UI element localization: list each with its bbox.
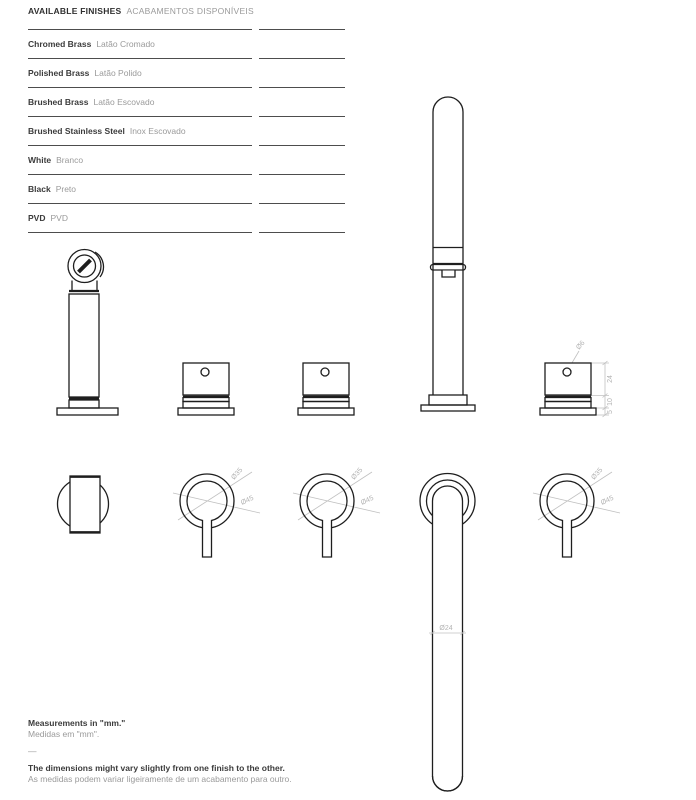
finish-row-polished-brass <box>28 59 252 88</box>
finish-row-spacer <box>259 30 345 59</box>
dimensions-note-en: The dimensions might vary slightly from one finish to the other. <box>28 763 285 773</box>
finish-row-spacer <box>259 146 345 175</box>
dim-label-outer-diameter: Ø45 <box>599 494 615 507</box>
dim-label-outer-diameter: Ø45 <box>239 494 255 507</box>
drawing-handle-side-view-2 <box>296 360 358 418</box>
finish-row-spacer <box>259 175 345 204</box>
footer-divider: — <box>28 746 37 756</box>
finish-row-pvd <box>28 204 252 233</box>
drawing-handle-top-view-1 <box>172 462 292 562</box>
finish-name-pt: Inox Escovado <box>129 126 186 136</box>
dim-label-outer-diameter: Ø45 <box>359 494 375 507</box>
dim-label-pin-diameter: Ø6 <box>575 339 587 352</box>
finish-name-pt: Latão Polido <box>94 68 142 78</box>
drawing-spout-top-view <box>415 468 485 798</box>
finish-name-en: Polished Brass <box>28 68 90 78</box>
drawing-valve-top-view <box>54 470 119 540</box>
finish-name-pt: Latão Escovado <box>93 97 155 107</box>
finish-name-en: Brushed Brass <box>28 97 89 107</box>
finish-row-spacer <box>259 88 345 117</box>
dim-label-band-height: 10 <box>607 398 614 406</box>
finish-name-en: PVD <box>28 213 46 223</box>
dim-label-spout-diameter: Ø24 <box>439 625 453 632</box>
finish-row-black <box>28 175 252 204</box>
drawing-handle-top-view-3 <box>532 462 652 562</box>
drawing-valve-side-view <box>50 244 125 419</box>
finish-name-en: Black <box>28 184 51 194</box>
drawing-handle-top-view-2 <box>292 462 412 562</box>
finish-row-spacer <box>259 204 345 233</box>
page-title <box>28 6 254 16</box>
finish-row-chromed-brass <box>28 30 252 59</box>
title-en: AVAILABLE FINISHES <box>28 6 122 16</box>
measurements-note-en: Measurements in "mm." <box>28 718 126 728</box>
finish-name-en: Brushed Stainless Steel <box>28 126 125 136</box>
dim-label-base-height: 5 <box>607 410 614 414</box>
dim-label-inner-diameter: Ø35 <box>590 466 605 482</box>
finish-name-pt: Latão Cromado <box>96 39 155 49</box>
finish-row-brushed-stainless-steel <box>28 117 252 146</box>
drawing-handle-side-view-1 <box>176 360 238 418</box>
finishes-table <box>28 29 345 233</box>
dimensions-note-pt: As medidas podem variar ligeiramente de um acabamento para outro. <box>28 774 292 784</box>
finish-name-pt: PVD <box>50 213 68 223</box>
finish-row-spacer <box>259 59 345 88</box>
footer-notes <box>28 718 292 785</box>
finish-row-spacer <box>259 117 345 146</box>
finish-name-en: White <box>28 155 52 165</box>
finish-row-brushed-brass <box>28 88 252 117</box>
finish-name-en: Chromed Brass <box>28 39 92 49</box>
drawing-spout-side-view <box>418 94 480 414</box>
dim-label-inner-diameter: Ø35 <box>350 466 365 482</box>
finish-name-pt: Preto <box>55 184 77 194</box>
finish-row-white <box>28 146 252 175</box>
dim-label-body-height: 24 <box>607 375 614 383</box>
dim-label-inner-diameter: Ø35 <box>230 466 245 482</box>
title-pt: ACABAMENTOS DISPONÍVEIS <box>126 6 254 16</box>
drawing-handle-side-view-dimensioned <box>536 334 646 420</box>
finish-name-pt: Branco <box>56 155 84 165</box>
measurements-note-pt: Medidas em "mm". <box>28 729 100 739</box>
